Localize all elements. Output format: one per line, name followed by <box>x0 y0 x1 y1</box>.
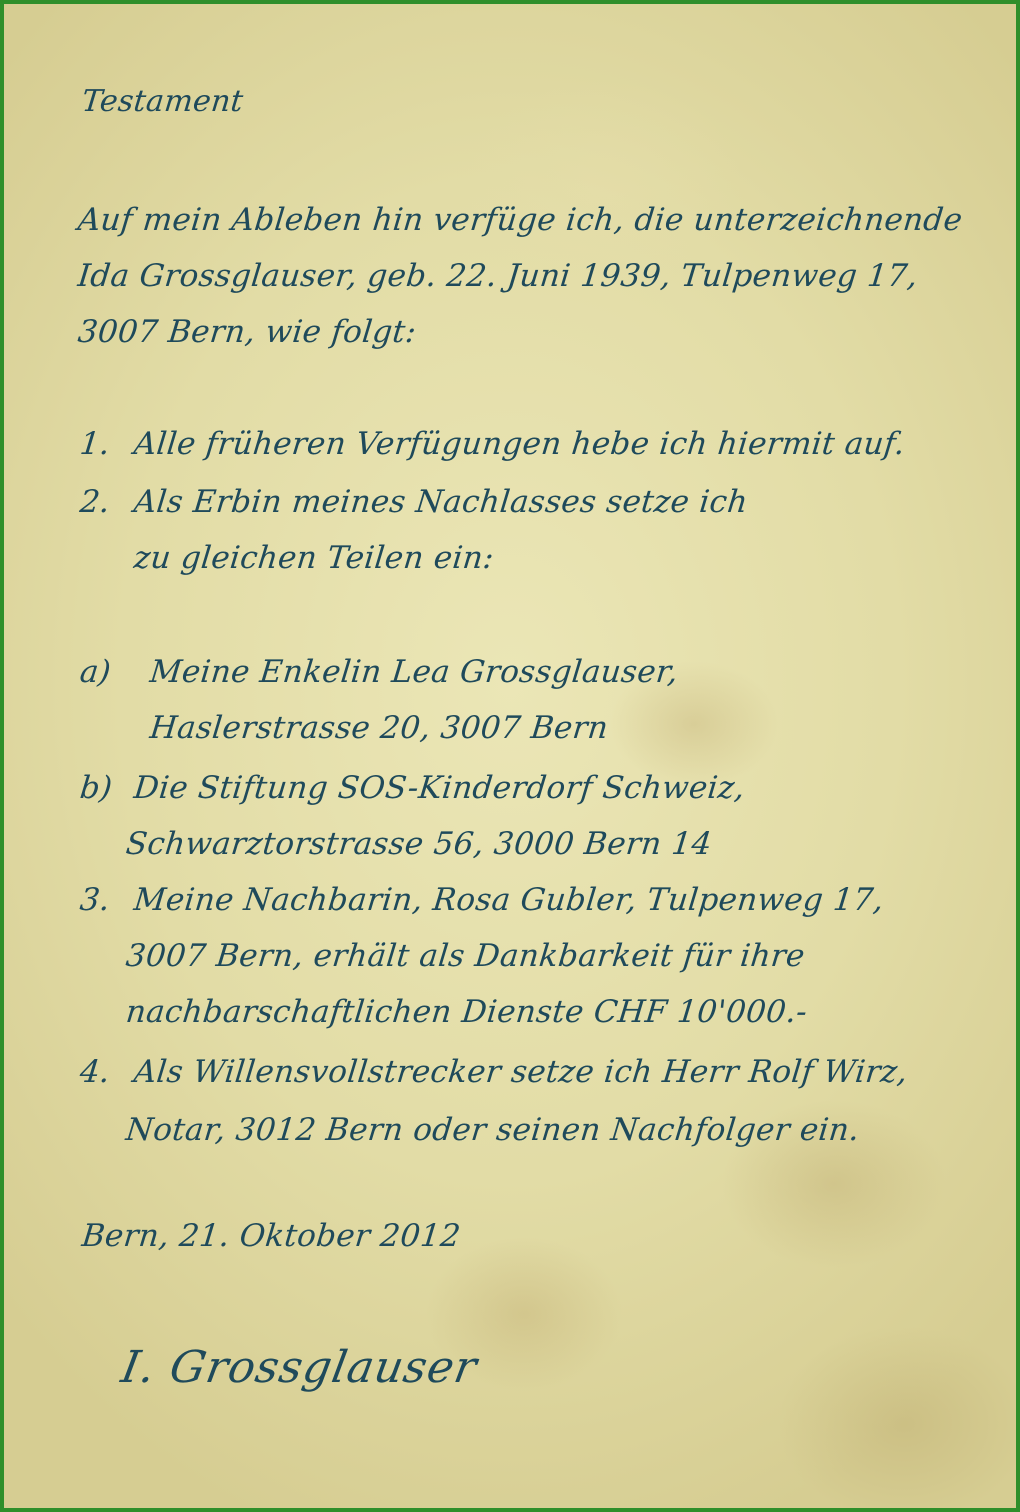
place-and-date: Bern, 21. Oktober 2012 <box>80 1218 463 1254</box>
intro-line-3: 3007 Bern, wie folgt: <box>76 314 419 350</box>
intro-line-2: Ida Grossglauser, geb. 22. Juni 1939, Tulpenweg 17, <box>76 258 920 294</box>
heir-a-line-1: Meine Enkelin Lea Grossglauser, <box>148 654 680 690</box>
item-3-line-1: Meine Nachbarin, Rosa Gubler, Tulpenweg 17, <box>132 882 886 918</box>
heir-a-line-2: Haslerstrasse 20, 3007 Bern <box>148 710 611 746</box>
item-3-marker: 3. <box>78 882 112 918</box>
item-2-line-1: Als Erbin meines Nachlasses setze ich <box>132 484 750 520</box>
heir-b-line-1: Die Stiftung SOS-Kinderdorf Schweiz, <box>132 770 747 806</box>
heir-a-marker: a) <box>78 654 113 690</box>
intro-line-1: Auf mein Ableben hin verfüge ich, die unterzeichnende <box>76 202 965 238</box>
item-1-text: Alle früheren Verfügungen hebe ich hiermit auf. <box>132 426 907 462</box>
item-3-line-3: nachbarschaftlichen Dienste CHF 10'000.- <box>124 994 810 1030</box>
item-2-line-2: zu gleichen Teilen ein: <box>132 540 496 576</box>
item-4-line-2: Notar, 3012 Bern oder seinen Nachfolger ein. <box>124 1112 862 1148</box>
item-4-marker: 4. <box>78 1054 112 1090</box>
item-2-marker: 2. <box>78 484 112 520</box>
signature: I. Grossglauser <box>117 1342 482 1393</box>
heir-b-line-2: Schwarztorstrasse 56, 3000 Bern 14 <box>124 826 714 862</box>
item-1-marker: 1. <box>78 426 112 462</box>
testament-document <box>4 4 1016 1508</box>
item-3-line-2: 3007 Bern, erhält als Dankbarkeit für ihre <box>124 938 807 974</box>
heir-b-marker: b) <box>78 770 114 806</box>
document-title: Testament <box>80 84 245 119</box>
item-4-line-1: Als Willensvollstrecker setze ich Herr Rolf Wirz, <box>132 1054 910 1090</box>
